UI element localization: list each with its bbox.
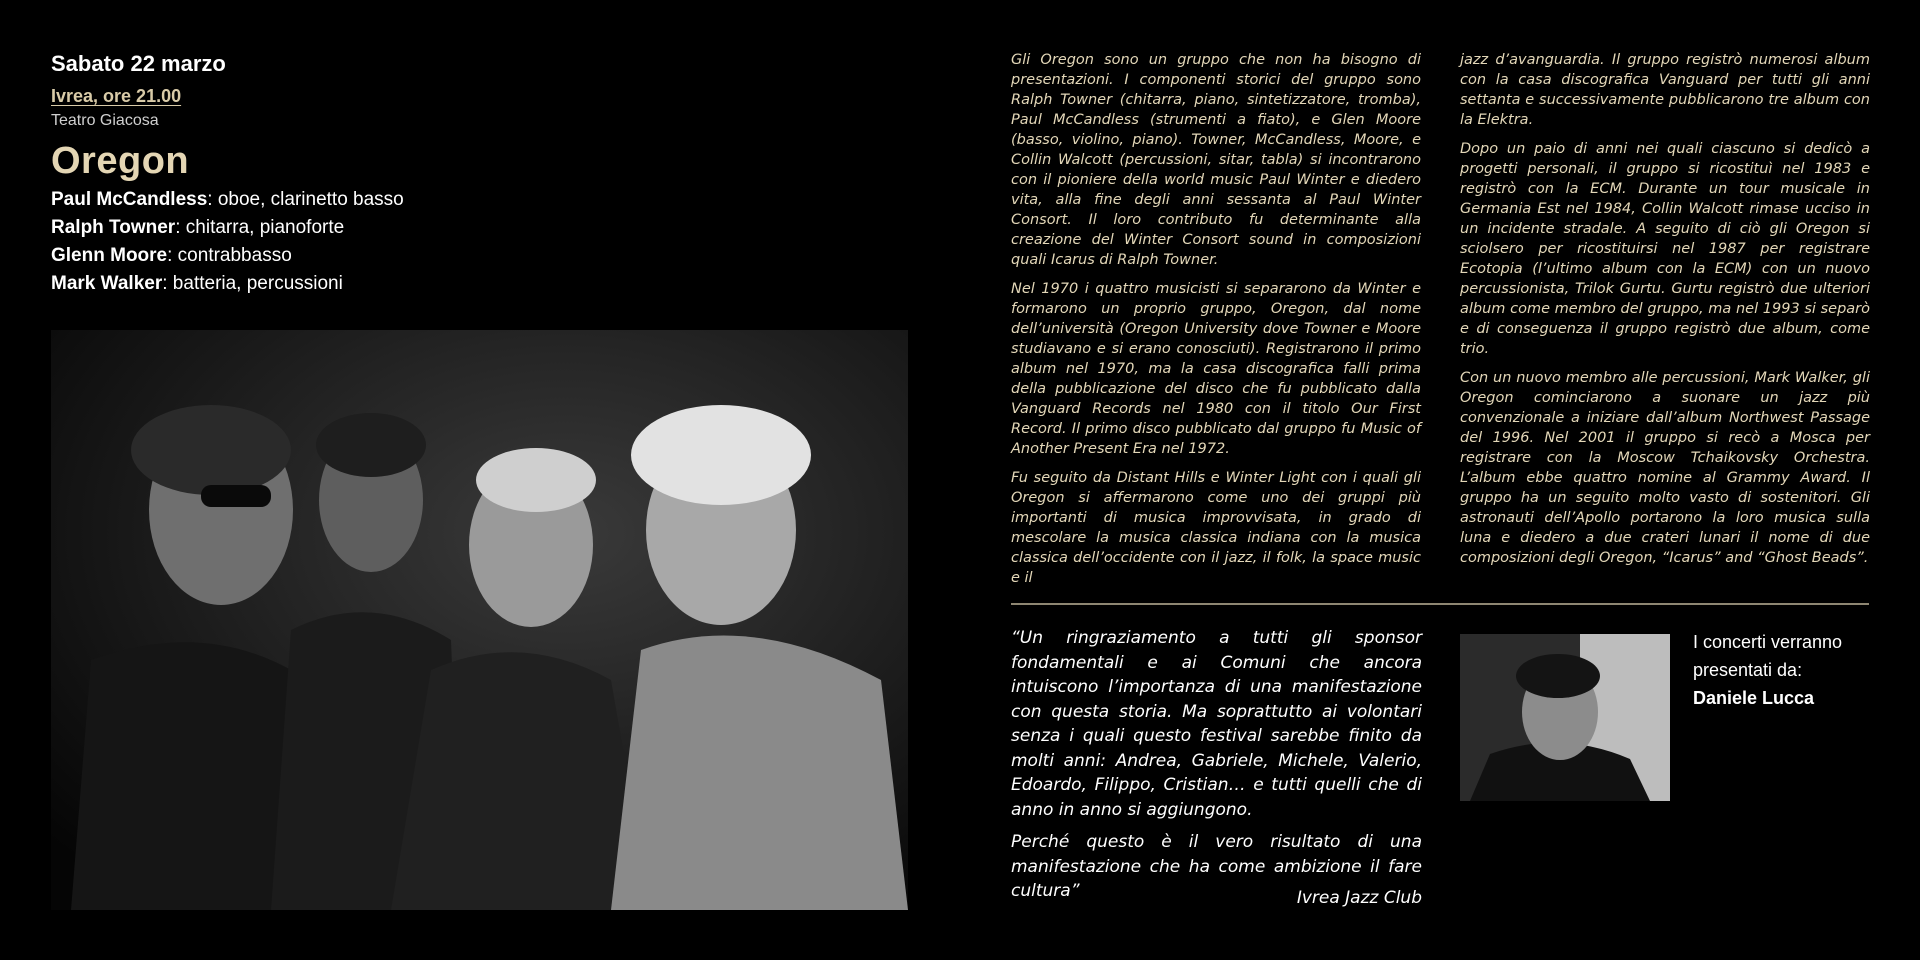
- event-venue: Teatro Giacosa: [51, 112, 159, 129]
- bio-paragraph: Dopo un paio di anni nei quali ciascuno si dedicò a progetti personali, il gruppo si ricostituì nel 1983 e registrò con la ECM. Durante un tour musicale in Germania Est nel 1984, Collin Walcott rimase ucciso in un incidente stradale. A seguito di ciò gli Oregon si sciolsero per ricostituirsi nel 1987 per registrare Ecotopia (l’ultimo album con la ECM) con un nuovo percussionista, Trilok Gurtu. Gurtu registrò due ulteriori album come membro del gruppo, ma nel 1993 si separò e di conseguenza il gruppo registrò due album, come trio.: [1460, 141, 1870, 357]
- band-photo-illustration: [51, 330, 908, 910]
- bio-paragraph: Nel 1970 i quattro musicisti si separarono da Winter e formarono un proprio gruppo, Oregon, dal nome dell’università (Oregon University dove Towner e Moore studiavano e si erano conosciuti). Registrarono il primo album nel 1970, ma la casa discografica falli prima della pubblicazione del disco che fu pubblicato dalla Vanguard Records nel 1980 con il titolo Our First Record. Il primo disco pubblicato dal gruppo fu Music of Another Present Era nel 1972.: [1011, 281, 1421, 457]
- musician-name: Paul McCandless: [51, 189, 208, 210]
- bio-column-left: [1011, 50, 1421, 597]
- presenter-block: [1693, 628, 1873, 712]
- bio-paragraph: Fu seguito da Distant Hills e Winter Light con i quali gli Oregon si affermarono come uno dei gruppi più importanti di musica improvvisata, in grado di mescolare la musica classica indiana con la musica classica dell’occidente con il jazz, il folk, la space music e il: [1011, 470, 1421, 586]
- bio-paragraph: Gli Oregon sono un gruppo che non ha bisogno di presentazioni. I componenti storici del gruppo sono Ralph Towner (chitarra, piano, sintetizzatore, tromba), Paul McCandless (strumenti a fiato), e Glen Moore (basso, violino, piano). Towner, McCandless, Moore, e Collin Walcott (percussioni, sitar, tabla) si incontrarono con il pioniere della world music Paul Winter e diedero vita, alla fine degli anni sessanta al Paul Winter Consort. Il loro contributo fu determinante alla creazione del Winter Consort sound in composizioni quali Icarus di Ralph Towner.: [1011, 52, 1421, 268]
- lineup-item: [51, 186, 404, 214]
- presenter-intro: presentati da:: [1693, 660, 1803, 680]
- lineup-list: [51, 186, 404, 298]
- band-title: Oregon: [51, 140, 190, 182]
- quote-paragraph: Perché questo è il vero risultato di una manifestazione che ha come ambizione il fare cultura”: [1011, 832, 1422, 901]
- musician-name: Ralph Towner: [51, 217, 176, 238]
- musician-role: : oboe, clarinetto basso: [207, 189, 404, 210]
- thanks-quote: [1011, 626, 1422, 912]
- musician-role: : chitarra, pianoforte: [175, 217, 345, 238]
- event-place-time: Ivrea, ore 21.00: [51, 86, 182, 106]
- lineup-item: [51, 214, 404, 242]
- quote-paragraph: “Un ringraziamento a tutti gli sponsor fondamentali e ai Comuni che ancora intuiscono l’importanza di una manifestazione con questa storia. Ma soprattutto ai volontari senza i quali questo festival sarebbe finito da molti anni: Andrea, Gabriele, Michele, Valerio, Edoardo, Filippo, Cristian… e tutti quelli che di anno in anno si aggiungono.: [1011, 628, 1422, 820]
- musician-role: : batteria, percussioni: [162, 273, 343, 294]
- presenter-name: Daniele Lucca: [1693, 688, 1815, 708]
- section-divider: [1011, 603, 1869, 605]
- presenter-intro: I concerti verranno: [1693, 632, 1843, 652]
- musician-name: Glenn Moore: [51, 245, 168, 266]
- lineup-item: [51, 242, 404, 270]
- event-date: Sabato 22 marzo: [51, 51, 226, 76]
- musician-role: : contrabbasso: [167, 245, 292, 266]
- quote-signature: Ivrea Jazz Club: [1296, 888, 1422, 908]
- lineup-item: [51, 270, 404, 298]
- musician-name: Mark Walker: [51, 273, 163, 294]
- presenter-photo: [1460, 634, 1670, 801]
- bio-paragraph: Con un nuovo membro alle percussioni, Mark Walker, gli Oregon cominciarono a suonare un jazz più convenzionale a iniziare dall’album Northwest Passage del 1996. Nel 2001 il gruppo si recò a Mosca per registrare con la Moscow Tchaikovsky Orchestra. L’album ebbe quattro nomine al Grammy Award. Il gruppo ha un seguito molto vasto di sostenitori. Gli astronauti dell’Apollo portarono la loro musica sulla luna e diedero a due crateri lunari il nome di due composizioni degli Oregon, “Icarus” and “Ghost Beads”.: [1460, 370, 1870, 566]
- band-photo: [51, 330, 908, 910]
- bio-paragraph: jazz d’avanguardia. Il gruppo registrò numerosi album con la casa discografica Vanguard per tutti gli anni settanta e successivamente pubblicarono tre album con la Elektra.: [1460, 52, 1870, 128]
- presenter-photo-illustration: [1460, 634, 1670, 801]
- bio-column-right: [1460, 50, 1870, 577]
